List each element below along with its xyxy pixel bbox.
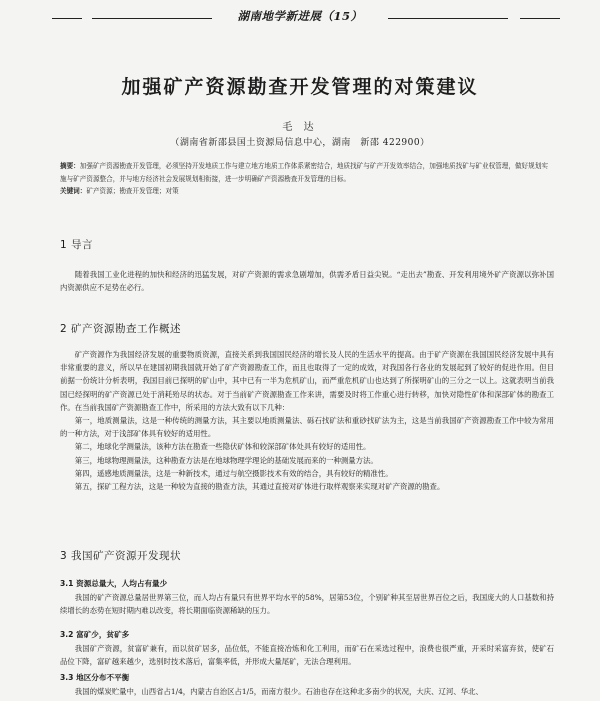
paragraph: 矿产资源作为我国经济发展的重要物质资源，直接关系到我国国民经济的增长及人民的生活水平的提高。由于矿产资源在我国国民经济发展中具有非常重要的意义，所以早在建国初期我国就开始了矿产资源勘查工作，而且也取得了一定的成效，对我国各行各业的发展起到了较好的促进作用。但目前据一份统计分析表明，我国目前已探明的矿山中，其中已有一半为危机矿山，而严重危机矿山也达到了所探明矿山的三分之一以上。这就表明当前我国已经探明的矿产资源已处于消耗殆尽的状态。对于当前矿产资源勘查工作来讲，需要及时将工作重心进行转移，加快对隐性矿体和深部矿体的勘查工作。在当前我国矿产资源勘查工作中，所采用的方法大致有以下几种： <box>60 350 554 412</box>
paper-title: 加强矿产资源勘查开发管理的对策建议 <box>121 76 479 98</box>
abstract-label: 摘要： <box>60 162 80 170</box>
section-heading: 2 矿产资源勘查工作概述 <box>60 323 182 335</box>
abstract <box>60 160 550 185</box>
paragraph: 第二，地球化学测量法，该种方法在勘查一些隐伏矿体和较深部矿体处具有较好的适用性。 <box>74 442 371 452</box>
paragraph: 第四，遥感地质测量法，这是一种新技术，通过与航空摄影技术有效的结合，具有较好的精准性。 <box>74 468 393 478</box>
paragraph: 第一，地质测量法，这是一种传统的测量方法，其主要以地质测量法、砾石找矿法和重砂找矿法为主，这是当前我国矿产资源勘查工作中较为常用的一种方法，对于浅部矿体具有较好的适用性。 <box>60 416 554 439</box>
affiliation: （湖南省新邵县国土资源局信息中心，湖南 新邵 422900） <box>170 138 430 148</box>
subsection-body <box>60 685 554 698</box>
subsection-body <box>60 591 554 617</box>
running-head-text: 湖南地学新进展（15） <box>237 9 363 23</box>
running-head <box>0 4 600 28</box>
subsection-body <box>60 642 554 668</box>
abstract-block <box>60 160 550 198</box>
keywords-label: 关键词： <box>60 187 87 195</box>
section-body <box>60 268 554 294</box>
paragraph: 第三，地球物理测量法，这种勘查方法是在地球物理学理论的基础发展而来的一种测量方法。 <box>74 455 378 465</box>
section-body <box>60 348 554 493</box>
paragraph: 我国的矿产资源总量居世界第三位，而人均占有量只有世界平均水平的58%，居第53位，个别矿种其至居世界百位之后，我国庞大的人口基数和持续增长的态势在短时期内难以改变，将长期面临资源稀缺的压力。 <box>60 593 554 616</box>
section-heading: 1 导言 <box>60 239 94 251</box>
header-rule <box>520 18 560 19</box>
subsection-heading: 3.2 富矿少，贫矿多 <box>60 630 130 639</box>
paragraph: 随着我国工业化进程的加快和经济的迅猛发展，对矿产资源的需求急剧增加，供需矛盾日益尖锐。“走出去”勘查、开发利用境外矿产资源以弥补国内资源供应不足势在必行。 <box>60 270 554 293</box>
paragraph: 第五，探矿工程方法，这是一种较为直接的勘查方法，其通过直接对矿体进行取样观察来实现对矿产资源的勘查。 <box>74 482 445 492</box>
subsection-heading: 3.1 资源总量大，人均占有量少 <box>60 579 168 588</box>
author: 毛 达 <box>282 122 318 133</box>
subsection-heading: 3.3 地区分布不平衡 <box>60 673 130 682</box>
keywords <box>60 185 550 198</box>
section-heading: 3 我国矿产资源开发现状 <box>60 550 182 562</box>
paragraph: 我国的煤炭贮量中，山西省占1/4，内蒙古自治区占1/5，而南方很少。石油也存在这种北多南少的状况，大庆、辽河、华北、 <box>74 687 483 696</box>
header-rule <box>388 18 508 19</box>
keywords-text: 矿产资源；勘查开发管理；对策 <box>86 187 179 195</box>
abstract-text: 加强矿产资源勘查开发管理，必须坚持开发地质工作与建立地方地质工作体系紧密结合，地质找矿与矿产开发效率结合，加强地质找矿与矿业权管理，做好规划实施与矿产资源整合，并与地方经济社会发展规划相衔接，进一步明确矿产资源勘查开发管理的目标。 <box>60 162 548 183</box>
paragraph: 我国矿产资源，贫富矿兼有，而以贫矿居多，品位低，不能直接冶炼和化工利用，而矿石在采选过程中，浪费也很严重，开采时采富弃贫，使矿石品位下降，富矿越来越少，选别时技术落后，富集率低，并形成大量尾矿，无法合理利用。 <box>60 644 554 667</box>
